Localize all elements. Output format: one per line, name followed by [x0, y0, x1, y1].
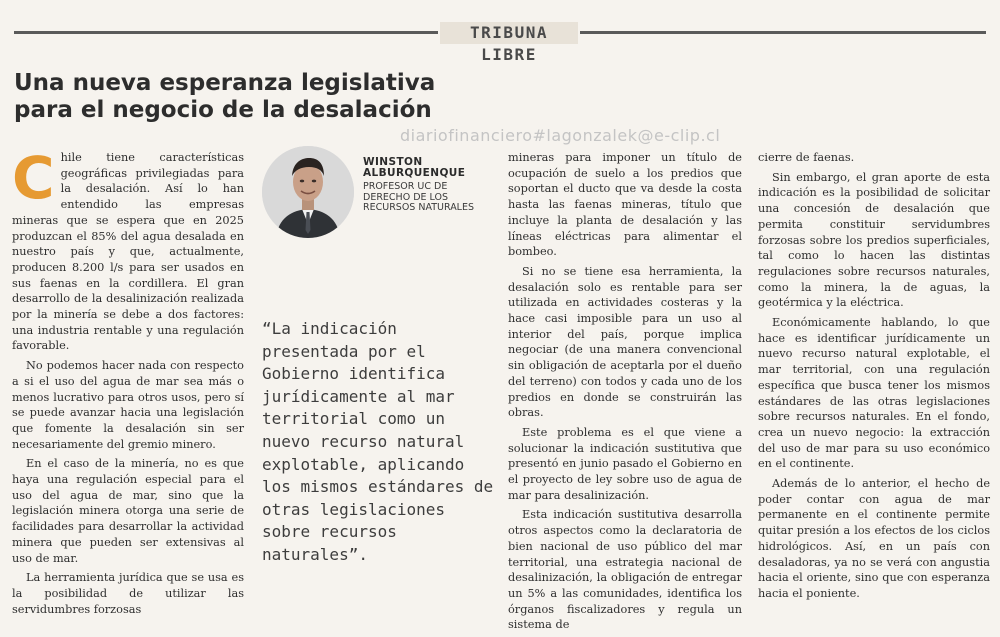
author-name: WINSTON ALBURQUENQUE [363, 156, 466, 179]
paragraph: Además de lo anterior, el hecho de poder contar con agua de mar permanente en el continente permite quitar presión a los efectos de los ciclos hidrológicos. Así, en un país con desaladoras, ya no se verá con angustia hacia el oriente, sino que con esperanza hacia el poniente. [758, 477, 990, 600]
paragraph: mineras para imponer un título de ocupación de suelo a los predios que soportan el ducto que va desde la costa hasta las faenas mineras, título que incluye la planta de desalación y las líneas eléctricas para alimentar el bombeo. [508, 151, 742, 259]
section-rule-right [580, 31, 986, 34]
paragraph: cierre de faenas. [758, 151, 855, 164]
paragraph: Chile tiene características geográficas privilegiadas para la desalación. Así lo han entendido las empresas mineras que se espera que en 2025 produzcan el 85% del agua desalada en nuestro país y que, actualmente, producen 8.200 l/s para ser usados en sus faenas en la cordillera. El gran desarrollo de la desalinización realizada por la minería se debe a dos factores: una industria rentable y una regulación favorable. [12, 144, 244, 353]
author-photo [262, 146, 354, 238]
paragraph: Esta indicación sustitutiva desarrolla otros aspectos como la declaratoria de bien nacional de uso público del mar territorial, una estrategia nacional de desalinización, la obligación de entregar un 5% a las comunidades, identifica los órganos fiscalizadores y regula un sistema de [508, 508, 742, 632]
paragraph: En el caso de la minería, no es que haya una regulación especial para el uso del agua de mar, sino que la legislación minera otorga una serie de facilidades para desarrollar la actividad minera que pueden ser extensivas al uso de mar. [12, 457, 244, 565]
dropcap: C [12, 144, 55, 212]
body-column-4 [758, 150, 990, 606]
paragraph: Si no se tiene esa herramienta, la desalación solo es rentable para ser utilizada en actividades costeras y la hace casi imposible para un uso al interior del país, porque implica negociar (de una manera convencional sin obligación de aceptarla por el dueño del terreno) con todos y cada uno de los predios en donde se construirán las obras. [508, 264, 742, 420]
author-role: PROFESOR UC DE DERECHO DE LOS RECURSOS NATURALES [363, 181, 475, 213]
body-column-3 [508, 150, 742, 637]
section-rule-left [14, 31, 438, 34]
watermark: diariofinanciero#lagonzalek@e-clip.cl [400, 126, 721, 145]
author-portrait-icon [262, 146, 354, 238]
pull-quote: “La indicación presentada por el Gobierno identifica jurídicamente al mar territorial como un nuevo recurso natural explotable, aplicando los mismos estándares de otras legislaciones sobre recursos naturales”. [262, 319, 494, 564]
paragraph: Económicamente hablando, lo que hace es identificar jurídicamente un nuevo recurso natural explotable, el mar territorial, con una regulación específica que busca tener los mismos estándares de las otras legislaciones sobre recursos naturales. En el fondo, crea un nuevo negocio: la extracción del uso de mar para su uso económico en el continente. [758, 316, 990, 471]
paragraph: La herramienta jurídica que se usa es la posibilidad de utilizar las servidumbres forzosas [12, 571, 244, 616]
section-label: TRIBUNA LIBRE [440, 22, 578, 44]
paragraph: No podemos hacer nada con respecto a si el uso del agua de mar sea más o menos lucrativo para otros usos, pero sí se puede avanzar hacia una legislación que fomente la desalación sin ser necesariamente del gremio minero. [12, 359, 244, 451]
headline: Una nueva esperanza legislativa para el negocio de la desalación [14, 70, 436, 123]
paragraph: Sin embargo, el gran aporte de esta indicación es la posibilidad de solicitar una concesión de desalación que permita constituir servidumbres forzosas sobre los predios superficiales, tal como lo hacen las distintas regulaciones sobre recursos naturales, como la minera, la de aguas, la geotérmica y la eléctrica. [758, 170, 990, 310]
paragraph: Este problema es el que viene a solucionar la indicación sustitutiva que presentó en junio pasado el Gobierno en el proyecto de ley sobre uso de agua de mar para desalinización. [508, 425, 742, 502]
body-column-1 [12, 144, 244, 621]
